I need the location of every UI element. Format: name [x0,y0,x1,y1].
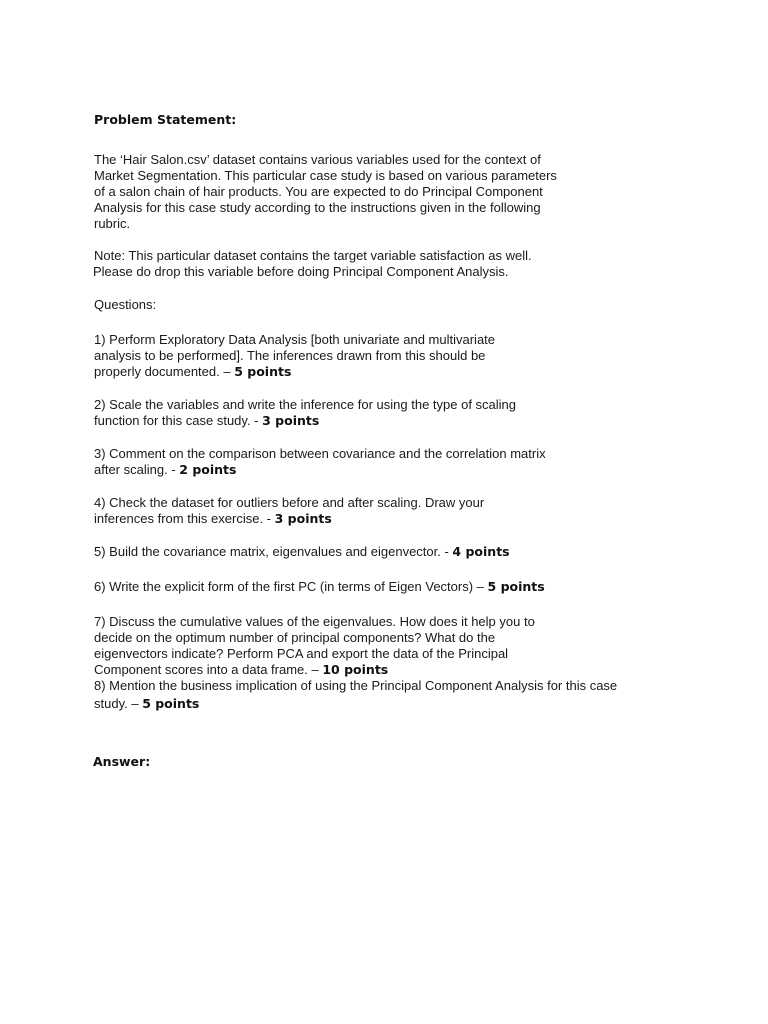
question-points: 5 points [142,696,200,711]
question-points: 5 points [487,579,545,594]
question-2 [94,397,734,429]
question-8 [94,677,734,713]
question-points: 4 points [452,544,510,559]
question-points: 3 points [262,413,320,428]
question-line [94,511,734,527]
question-4 [94,495,734,527]
questions-label-text: Questions: [94,297,157,312]
question-line [94,544,734,560]
question-6 [94,579,734,595]
question-line: 8) Mention the business implication of using the Principal Component Analysis for this case [94,678,618,693]
question-line [94,413,734,429]
question-text: Component scores into a data frame. – [94,662,323,677]
question-line [94,579,734,595]
question-3 [94,446,734,478]
question-text: 5) Build the covariance matrix, eigenvalues and eigenvector. - [94,544,453,559]
intro-paragraph [94,152,734,232]
note-line: Please do drop this variable before doing Principal Component Analysis. [93,264,509,279]
question-line [94,662,734,678]
question-points: 10 points [322,662,389,677]
question-line [94,364,734,380]
question-points: 2 points [179,462,237,477]
question-line: 7) Discuss the cumulative values of the eigenvalues. How does it help you to [94,614,535,629]
note-line: Note: This particular dataset contains the target variable satisfaction as well. [94,248,532,263]
question-line: analysis to be performed]. The inferences drawn from this should be [94,348,486,363]
note-paragraph [94,248,734,280]
answer-heading: Answer: [93,754,151,769]
question-1 [94,332,734,380]
question-line: eigenvectors indicate? Perform PCA and export the data of the Principal [94,646,509,661]
question-text: properly documented. – [94,364,235,379]
question-line: 3) Comment on the comparison between covariance and the correlation matrix [94,446,546,461]
questions-label [94,297,734,313]
question-line [94,462,734,478]
intro-line: of a salon chain of hair products. You are expected to do Principal Component [94,184,543,199]
intro-line: Analysis for this case study according to the instructions given in the following [94,200,541,215]
question-line [94,695,734,713]
question-line: decide on the optimum number of principal components? What do the [94,630,496,645]
intro-line: Market Segmentation. This particular case study is based on various parameters [94,168,557,183]
problem-statement-heading: Problem Statement: [94,112,237,127]
question-points: 3 points [274,511,332,526]
question-text: study. – [94,696,143,711]
intro-line: rubric. [94,216,131,231]
question-line: 2) Scale the variables and write the inference for using the type of scaling [94,397,517,412]
question-7 [94,614,734,678]
question-text: function for this case study. - [94,413,263,428]
question-5 [94,544,734,560]
question-line: 1) Perform Exploratory Data Analysis [both univariate and multivariate [94,332,496,347]
question-text: 6) Write the explicit form of the first PC (in terms of Eigen Vectors) – [94,579,488,594]
intro-line: The ‘Hair Salon.csv’ dataset contains various variables used for the context of [94,152,541,167]
question-text: inferences from this exercise. - [94,511,275,526]
question-text: after scaling. - [94,462,180,477]
question-points: 5 points [234,364,292,379]
question-line: 4) Check the dataset for outliers before and after scaling. Draw your [94,495,485,510]
